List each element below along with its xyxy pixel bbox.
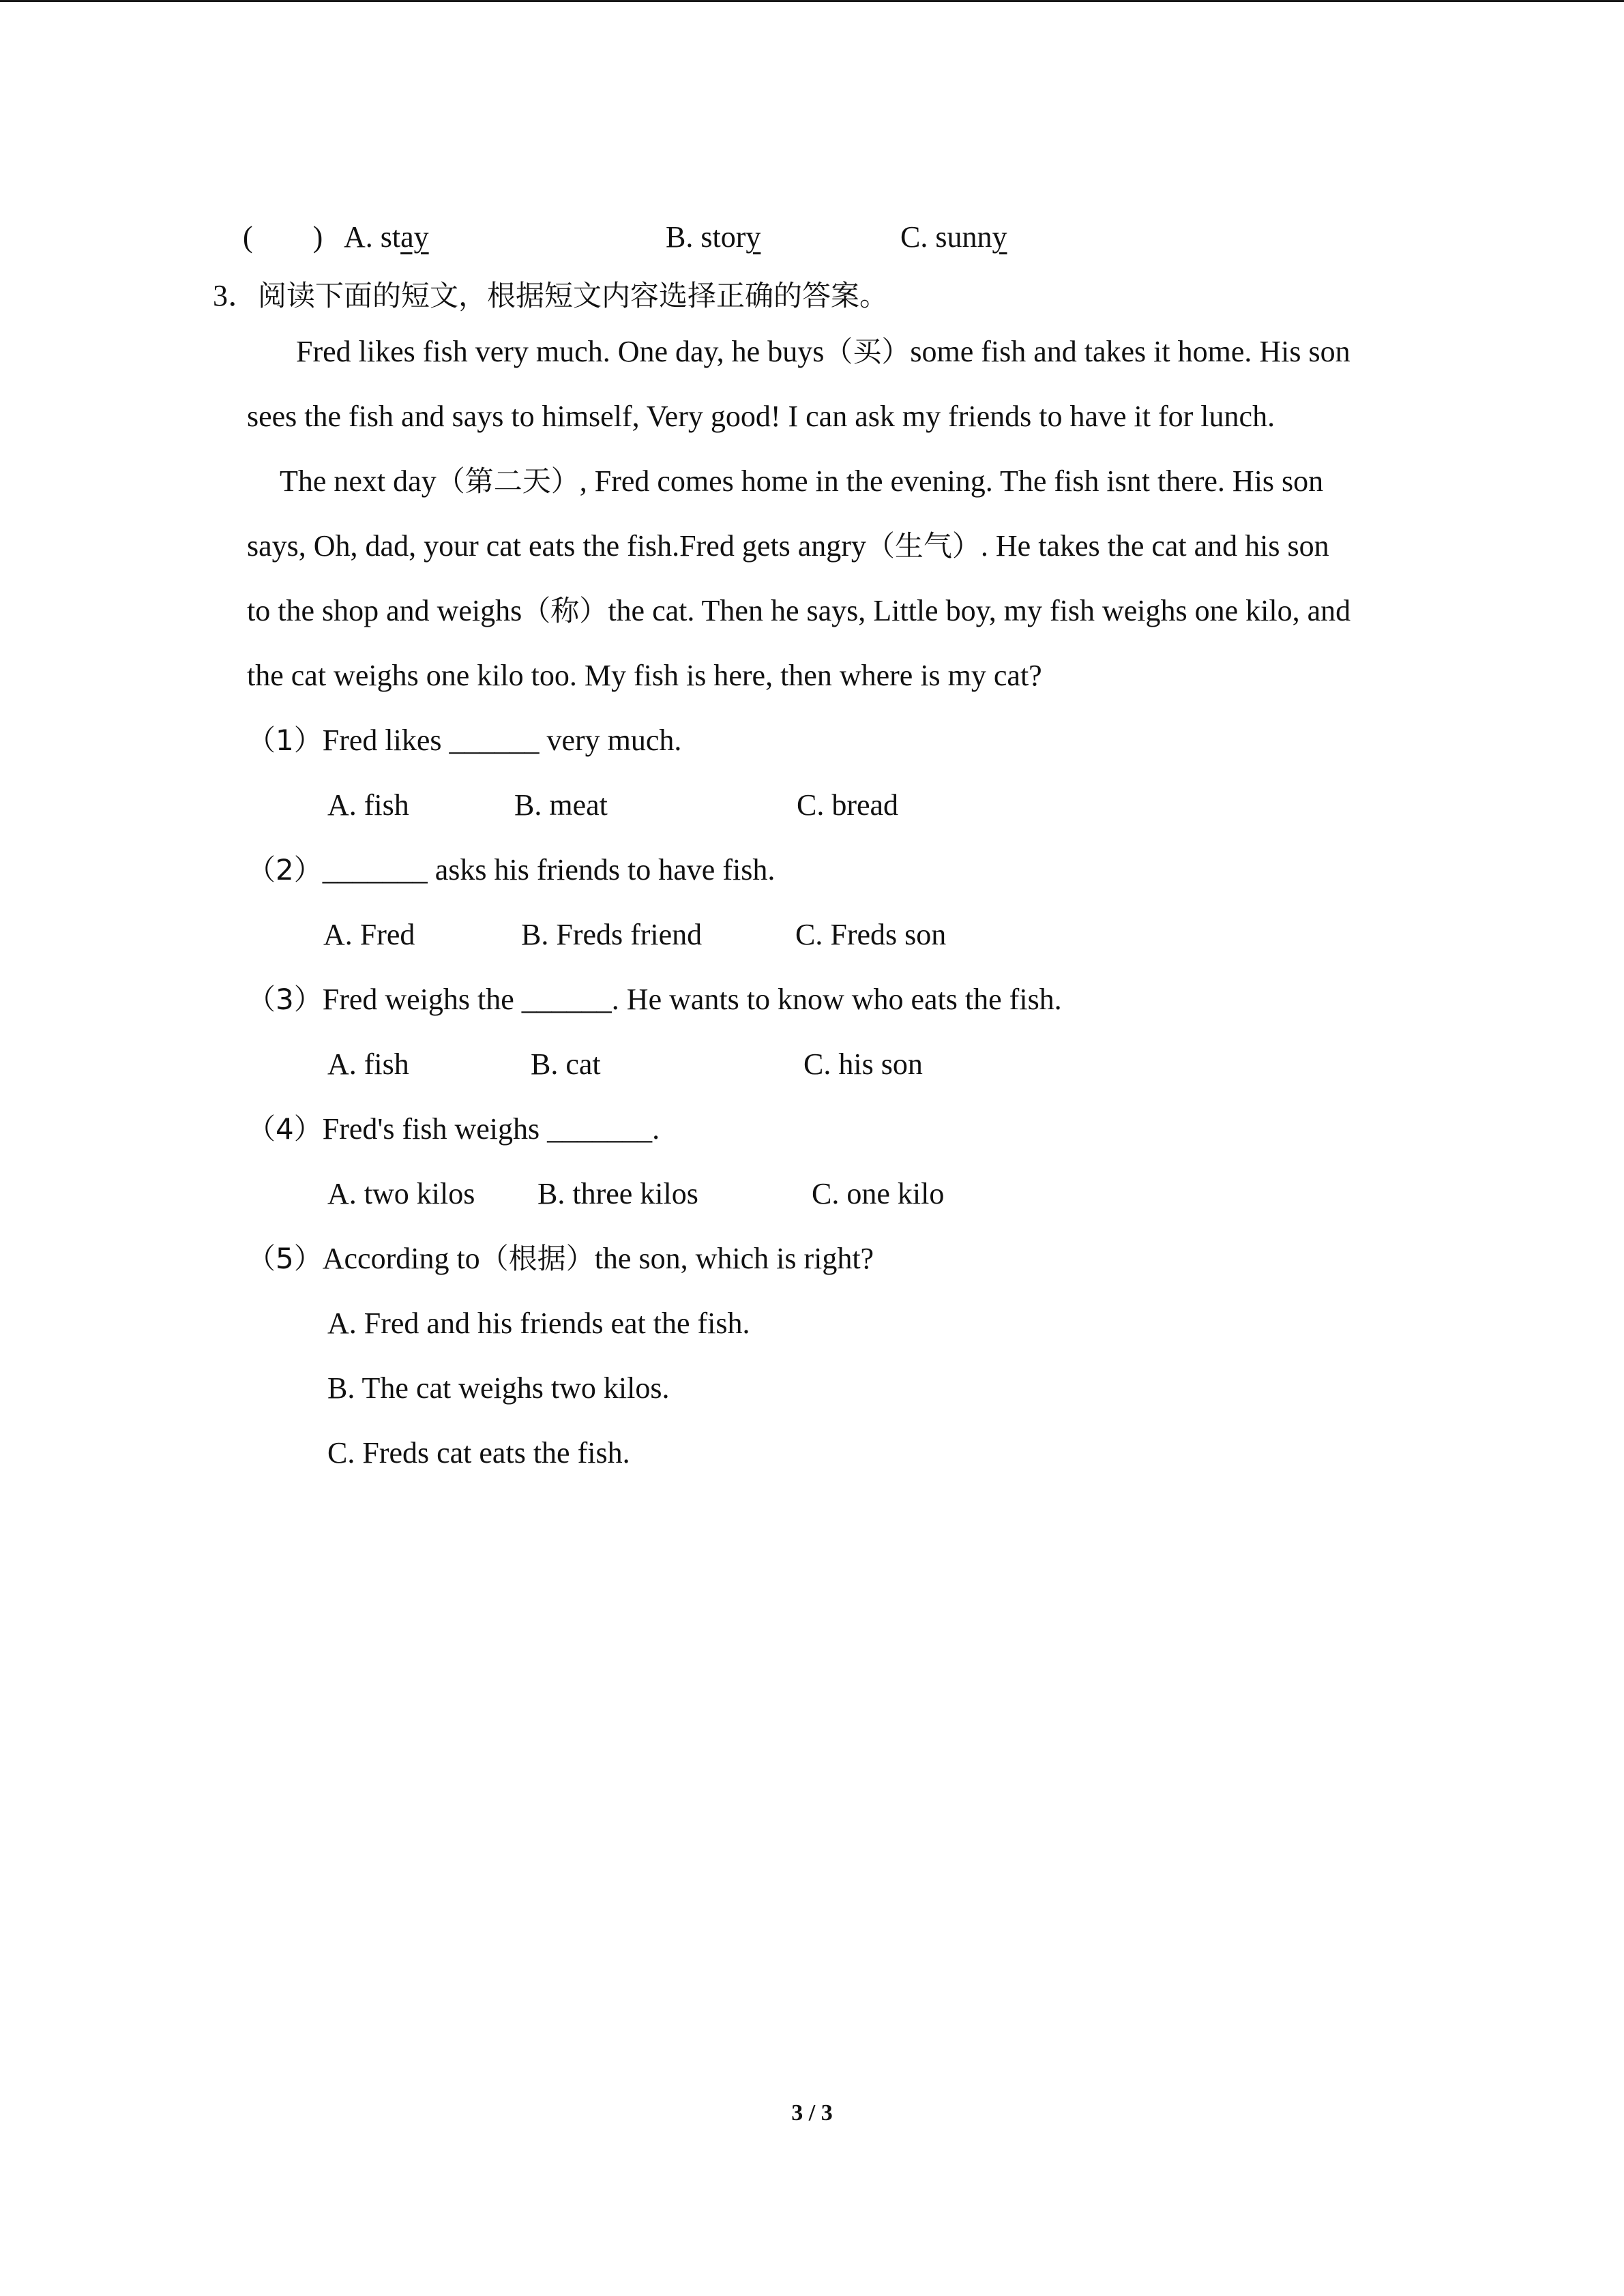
page-top-border (0, 0, 1624, 2)
question-3-heading (213, 278, 888, 314)
page-number: 3 / 3 (791, 2100, 833, 2126)
passage-line: to the shop and weighs（称）the cat. Then he says, Little boy, my fish weighs one kilo, and (247, 594, 1351, 627)
sub-question-4-option-c: C. one kilo (812, 1177, 945, 1210)
question-number: 3． (213, 279, 258, 312)
sub-question-1-option-a: A. fish (327, 788, 409, 822)
answer-bracket: ( ) (243, 220, 323, 254)
passage-line: says, Oh, dad, your cat eats the fish.Fred gets angry（生气）. He takes the cat and his son (247, 529, 1329, 563)
option-c: C. sunny (900, 220, 1007, 254)
sub-question-1-option-b: B. meat (514, 788, 608, 822)
sub-question-4: （4）Fred's fish weighs _______. (247, 1112, 660, 1146)
question-instruction: 阅读下面的短文，根据短文内容选择正确的答案。 (258, 279, 889, 312)
sub-question-5-option-b: B. The cat weighs two kilos. (327, 1371, 670, 1405)
sub-question-3-option-b: B. cat (531, 1047, 601, 1081)
sub-question-3-option-c: C. his son (803, 1047, 923, 1081)
sub-question-2-option-b: B. Freds friend (521, 918, 703, 951)
passage-line: The next day（第二天）, Fred comes home in the evening. The fish isnt there. His son (280, 464, 1324, 498)
sub-question-5-option-a: A. Fred and his friends eat the fish. (327, 1307, 750, 1340)
sub-question-2-option-a: A. Fred (323, 918, 415, 951)
sub-question-1: （1）Fred likes ______ very much. (247, 724, 682, 757)
passage-line: Fred likes fish very much. One day, he buys（买）some fish and takes it home. His son (296, 335, 1350, 368)
option-b: B. story (666, 220, 761, 254)
passage-line: sees the fish and says to himself, Very good! I can ask my friends to have it for lunch. (247, 400, 1275, 433)
sub-question-1-option-c: C. bread (797, 788, 899, 822)
sub-question-4-option-b: B. three kilos (537, 1177, 698, 1210)
sub-question-5: （5）According to（根据）the son, which is right? (247, 1242, 874, 1275)
sub-question-3-option-a: A. fish (327, 1047, 409, 1081)
passage-line: the cat weighs one kilo too. My fish is here, then where is my cat? (247, 659, 1042, 692)
sub-question-2-option-c: C. Freds son (795, 918, 947, 951)
sub-question-2: （2）_______ asks his friends to have fish. (247, 853, 776, 886)
sub-question-4-option-a: A. two kilos (327, 1177, 475, 1210)
sub-question-3: （3）Fred weighs the ______. He wants to know who eats the fish. (247, 983, 1062, 1016)
option-a: A. stay (344, 220, 429, 254)
sub-question-5-option-c: C. Freds cat eats the fish. (327, 1436, 630, 1470)
